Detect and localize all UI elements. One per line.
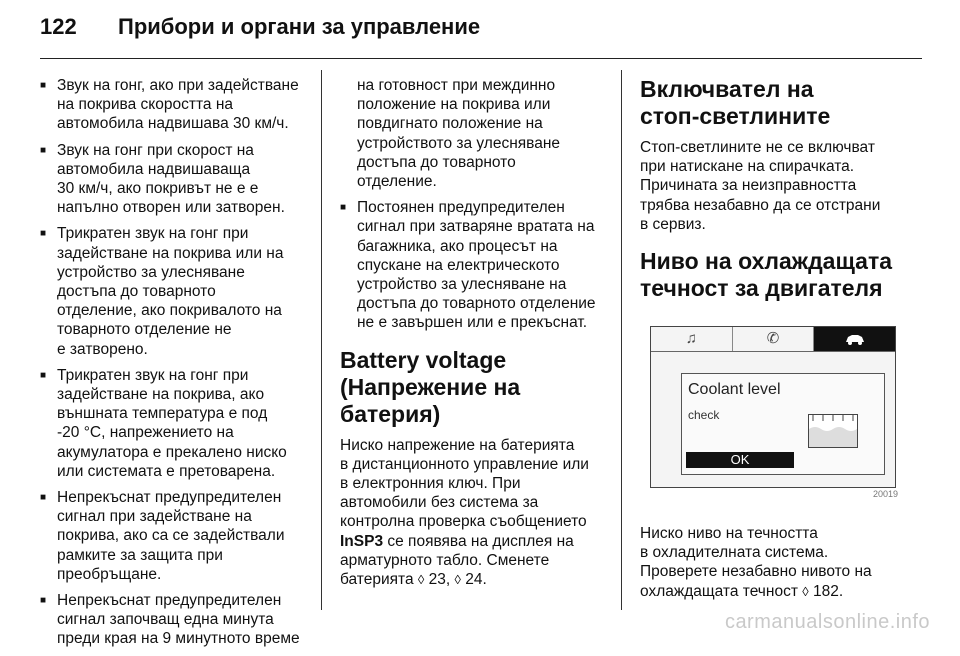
bullet-square-icon: ■ bbox=[340, 202, 347, 214]
info-display bbox=[650, 326, 896, 488]
section-heading-coolant: Ниво на охлаждащата течност за двигателя bbox=[640, 248, 893, 302]
list-item: ■ Трикратен звук на гонг при задействане на покрива или на устройство за улесняване достъпа до товарното отделение, ако покривалото на товарното отделение не е затворено. bbox=[40, 225, 284, 358]
list-item-continuation: на готовност при междинно положение на покрива или повдигнато положение на устройството за улесняване достъпа до товарното отделение. bbox=[357, 77, 561, 191]
reference-arrow-icon: ◊ bbox=[454, 572, 461, 588]
bullet-square-icon: ■ bbox=[40, 595, 47, 607]
page-ref-link[interactable]: 182 bbox=[812, 582, 839, 600]
coolant-dialog bbox=[681, 373, 885, 475]
music-note-icon: ♫ bbox=[651, 327, 733, 351]
dialog-subtitle: check bbox=[688, 408, 720, 423]
list-item: ■ Трикратен звук на гонг при задействане на покрива, ако външната температура е под -20 °C, напрежението на акумулатора е прекалено ниско или системата е претоварена. bbox=[40, 366, 287, 480]
bullet-square-icon: ■ bbox=[40, 369, 47, 381]
column-2 bbox=[340, 76, 602, 595]
bullet-square-icon: ■ bbox=[40, 144, 47, 156]
coolant-display-figure bbox=[640, 316, 902, 516]
dialog-title: Coolant level bbox=[688, 381, 781, 399]
section-heading-battery: Battery voltage (Напрежение на батерия) bbox=[340, 346, 521, 427]
bullet-square-icon: ■ bbox=[40, 228, 47, 240]
reference-arrow-icon: ◊ bbox=[417, 572, 425, 588]
ok-button: OK bbox=[686, 452, 794, 468]
bullet-square-icon: ■ bbox=[40, 492, 47, 504]
list-item: ■ Непрекъснат предупредителен сигнал започващ една минута преди края на 9 минутното време bbox=[40, 592, 300, 648]
car-icon bbox=[814, 327, 895, 351]
page-ref-link[interactable]: 23 bbox=[428, 571, 446, 589]
section-heading-brake-lights: Включвател на стоп-светлините bbox=[640, 76, 831, 129]
battery-paragraph: Ниско напрежение на батерията в дистанционното управление или в електронния ключ. При автомобили без система за контролна проверка съобщението InSP3 се появява на дисплея на арматурното табло. Сменете батерията ◊ 23, ◊ 24. bbox=[340, 436, 589, 589]
list-item: ■ Непрекъснат предупредителен сигнал при задействане на покрива, ако са се задействали рамките за защита при преобръщане. bbox=[40, 489, 285, 583]
display-tab-bar bbox=[651, 327, 895, 352]
header-divider bbox=[40, 58, 922, 59]
list-item: ■ Постоянен предупредителен сигнал при затваряне вратата на багажника, ако процесът на спускане на електрическото устройство за улесняване на достъпа до товарното отделение не е завършен или е прекъснат. bbox=[340, 199, 596, 332]
column-divider bbox=[621, 70, 622, 610]
column-1 bbox=[40, 76, 302, 656]
list-item: ■ Звук на гонг при скорост на автомобила надвишаваща 30 км/ч, ако покривът не е е напълно отворен или затворен. bbox=[40, 141, 285, 217]
bullet-square-icon: ■ bbox=[40, 80, 47, 91]
phone-icon: ✆ bbox=[733, 327, 815, 351]
page-ref-link[interactable]: 24 bbox=[465, 571, 483, 589]
list-item: ■ Звук на гонг, ако при задействане на покрива скоростта на автомобила надвишава 30 км/ч. bbox=[40, 77, 299, 133]
reference-arrow-icon: ◊ bbox=[802, 583, 809, 599]
page-header bbox=[40, 14, 480, 44]
figure-number: 20019 bbox=[872, 488, 898, 499]
brake-paragraph: Стоп-светлините не се включват при натискане на спирачката. Причината за неизправността трябва незабавно да се отстрани в сервиз. bbox=[640, 139, 881, 233]
insp3-term: InSP3 bbox=[340, 532, 384, 550]
column-3 bbox=[640, 76, 902, 607]
page-number: 122 bbox=[40, 14, 77, 39]
page-title: Прибори и органи за управление bbox=[118, 14, 481, 39]
watermark: carmanualsonline.info bbox=[724, 611, 930, 633]
coolant-paragraph: Ниско ниво на течността в охладителната система. Проверете незабавно нивото на охлаждащата течност ◊ 182. bbox=[640, 525, 872, 600]
coolant-tank-icon bbox=[808, 414, 858, 448]
column-divider bbox=[321, 70, 322, 610]
